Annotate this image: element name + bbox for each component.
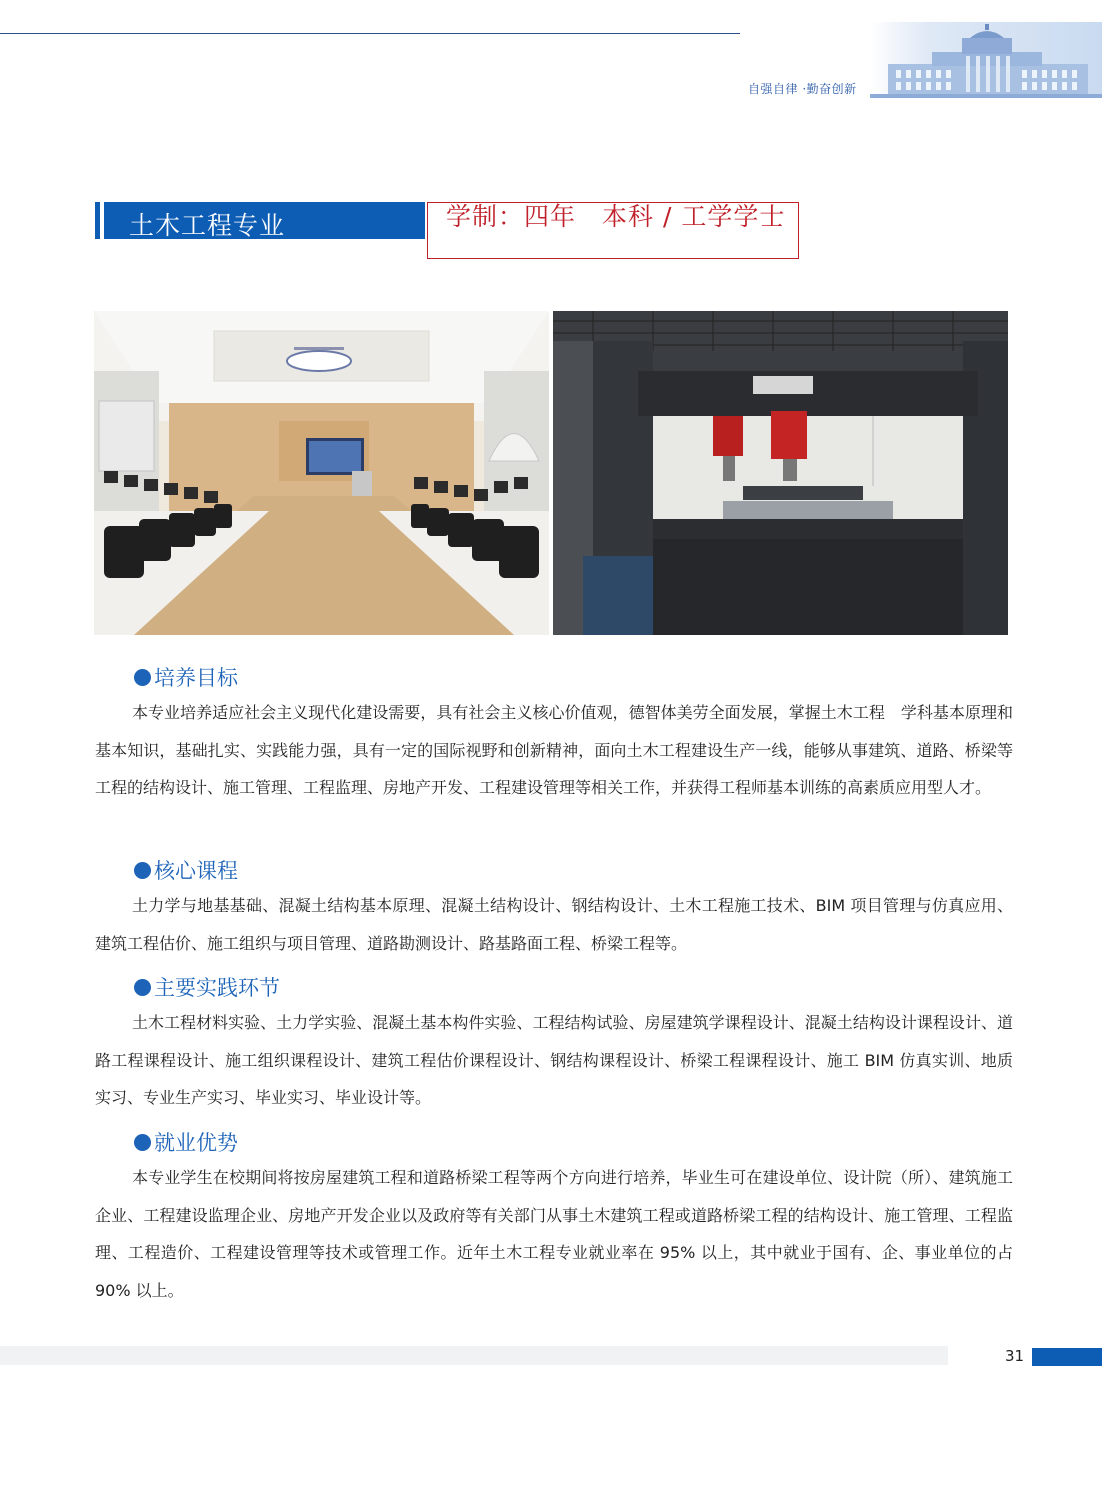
campus-building-illustration (870, 22, 1102, 98)
footer-accent (1032, 1348, 1102, 1366)
section-heading-training-goal: 培养目标 (134, 662, 238, 692)
page-number: 31 (1005, 1347, 1025, 1365)
major-info-box (427, 202, 799, 259)
section-heading-core-courses: 核心课程 (134, 855, 238, 885)
section-body-practice: 土木工程材料实验、土力学实验、混凝土基本构件实验、工程结构试验、房屋建筑学课程设计、混凝土结构设计课程设计、道路工程课程设计、施工组织课程设计、建筑工程估价课程设计、钢结构课程设计、桥梁工程课程设计、施工 BIM 仿真实训、地质实习、专业生产实习、毕业实习、毕业设计等。 (95, 1013, 1013, 1107)
motto: 自强自律 ·勤奋创新 (748, 82, 857, 96)
title-accent-gap (100, 202, 104, 239)
header-rule (0, 33, 740, 34)
structure-test-lab-photo (553, 311, 1008, 635)
major-title: 土木工程专业 (129, 211, 286, 240)
section-heading-practice: 主要实践环节 (134, 972, 280, 1002)
footer-bar (0, 1346, 948, 1365)
major-info: 学制：四年 本科 / 工学学士 (446, 202, 786, 231)
computer-lab-photo (94, 311, 549, 635)
section-body-employment: 本专业学生在校期间将按房屋建筑工程和道路桥梁工程等两个方向进行培养，毕业生可在建设单位、设计院（所）、建筑施工企业、工程建设监理企业、房地产开发企业以及政府等有关部门从事土木建筑工程或道路桥梁工程的结构设计、施工管理、工程监理、工程造价、工程建设管理等技术或管理工作。近年土木工程专业就业率在 95% 以上，其中就业于国有、企、事业单位的占 90% 以上。 (95, 1168, 1013, 1300)
bullet-dot-icon (134, 1134, 151, 1151)
bullet-dot-icon (134, 862, 151, 879)
section-body-core-courses: 土力学与地基基础、混凝土结构基本原理、混凝土结构设计、钢结构设计、土木工程施工技术、BIM 项目管理与仿真应用、建筑工程估价、施工组织与项目管理、道路勘测设计、路基路面工程、桥梁工程等。 (95, 896, 1013, 953)
section-body-training-goal: 本专业培养适应社会主义现代化建设需要，具有社会主义核心价值观，德智体美劳全面发展，掌握土木工程 学科基本原理和基本知识，基础扎实、实践能力强，具有一定的国际视野和创新精神，面向土木工程建设生产一线，能够从事建筑、道路、桥梁等工程的结构设计、施工管理、工程监理、房地产开发、工程建设管理等相关工作，并获得工程师基本训练的高素质应用型人才。 (95, 703, 1013, 797)
section-heading-employment: 就业优势 (134, 1127, 238, 1157)
bullet-dot-icon (134, 669, 151, 686)
major-title-bar (95, 202, 425, 239)
bullet-dot-icon (134, 979, 151, 996)
